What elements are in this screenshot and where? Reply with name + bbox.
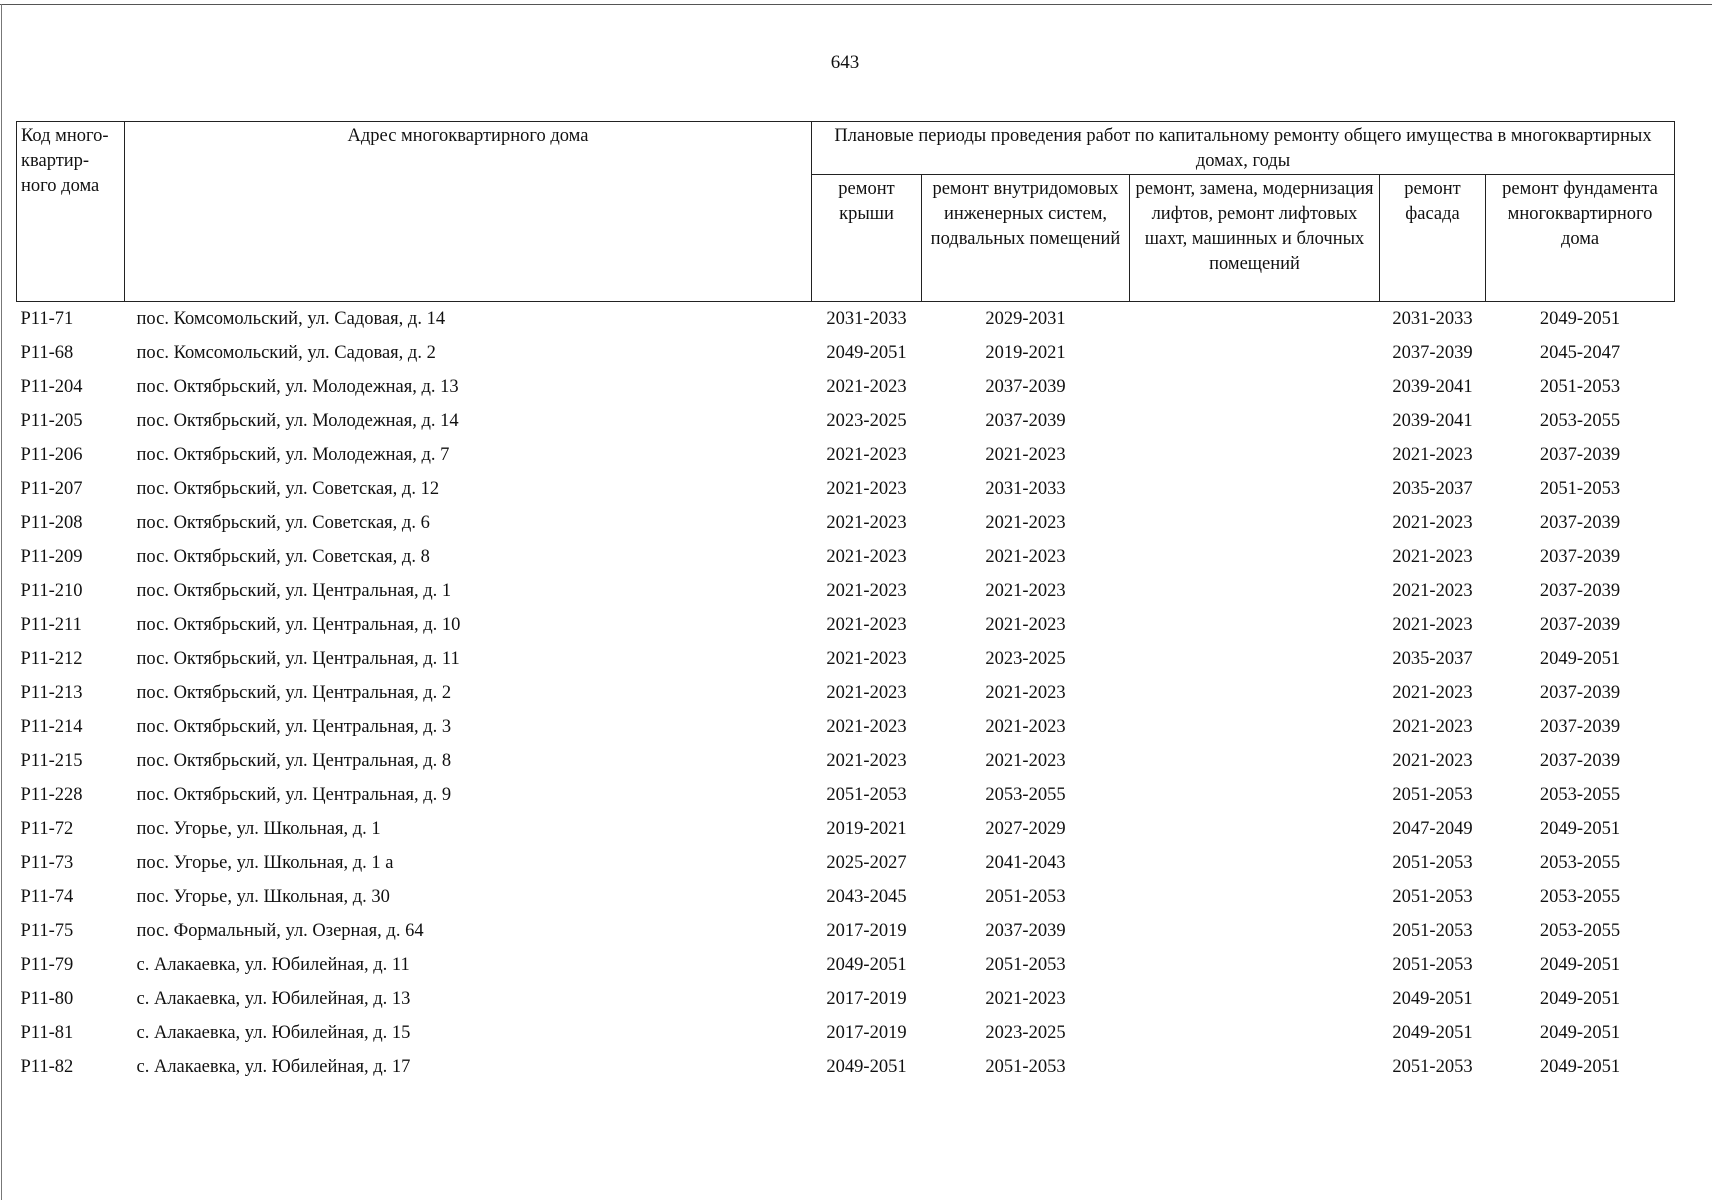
header-roof: ремонт крыши [812, 175, 922, 302]
page-number: 643 [830, 52, 860, 73]
house-code: Р11-210 [20, 581, 83, 601]
foundation-period: 2053-2055 [1539, 411, 1621, 431]
table-row [17, 914, 1675, 948]
house-code: Р11-80 [20, 989, 74, 1009]
page-top-edge [0, 4, 1712, 5]
table-row [17, 778, 1675, 812]
header-address: Адрес многоквартирного дома [125, 122, 812, 302]
house-code: Р11-205 [20, 411, 83, 431]
systems-period: 2023-2025 [985, 1023, 1066, 1043]
house-address: пос. Комсомольский, ул. Садовая, д. 2 [136, 343, 436, 363]
foundation-period: 2049-2051 [1539, 309, 1621, 329]
systems-period: 2021-2023 [985, 445, 1066, 465]
roof-period: 2017-2019 [826, 921, 907, 941]
elevators-period [1130, 710, 1380, 744]
house-code: Р11-213 [20, 683, 83, 703]
table-row [17, 846, 1675, 880]
house-code: Р11-82 [20, 1057, 74, 1077]
table-row [17, 642, 1675, 676]
house-code: Р11-75 [20, 921, 74, 941]
table-row [17, 676, 1675, 710]
systems-period: 2023-2025 [985, 649, 1066, 669]
elevators-period [1130, 506, 1380, 540]
house-code: Р11-208 [20, 513, 83, 533]
roof-period: 2043-2045 [826, 887, 907, 907]
foundation-period: 2051-2053 [1539, 479, 1621, 499]
roof-period: 2021-2023 [826, 479, 907, 499]
roof-period: 2021-2023 [826, 615, 907, 635]
house-address: пос. Октябрьский, ул. Советская, д. 8 [136, 547, 430, 567]
header-elevators: ремонт, замена, модернизация лифтов, ремонт лифтовых шахт, машинных и блочных помещений [1130, 175, 1380, 302]
house-address: с. Алакаевка, ул. Юбилейная, д. 17 [136, 1057, 411, 1077]
house-address: пос. Октябрьский, ул. Молодежная, д. 7 [136, 445, 450, 465]
elevators-period [1130, 982, 1380, 1016]
page-left-edge [1, 4, 2, 1200]
header-facade: ремонт фасада [1380, 175, 1486, 302]
foundation-period: 2053-2055 [1539, 853, 1621, 873]
facade-period: 2051-2053 [1392, 955, 1473, 975]
foundation-period: 2049-2051 [1539, 989, 1621, 1009]
facade-period: 2051-2053 [1392, 887, 1473, 907]
roof-period: 2049-2051 [826, 955, 907, 975]
house-address: пос. Комсомольский, ул. Садовая, д. 14 [136, 309, 446, 329]
table-row [17, 336, 1675, 370]
systems-period: 2031-2033 [985, 479, 1066, 499]
table-row [17, 302, 1675, 337]
roof-period: 2023-2025 [826, 411, 907, 431]
house-code: Р11-207 [20, 479, 83, 499]
elevators-period [1130, 574, 1380, 608]
systems-period: 2021-2023 [985, 989, 1066, 1009]
house-address: пос. Угорье, ул. Школьная, д. 30 [136, 887, 390, 907]
house-address: пос. Октябрьский, ул. Центральная, д. 2 [136, 683, 452, 703]
roof-period: 2021-2023 [826, 377, 907, 397]
house-address: пос. Октябрьский, ул. Советская, д. 12 [136, 479, 440, 499]
facade-period: 2047-2049 [1392, 819, 1473, 839]
systems-period: 2051-2053 [985, 887, 1066, 907]
house-address: с. Алакаевка, ул. Юбилейная, д. 15 [136, 1023, 411, 1043]
house-code: Р11-73 [20, 853, 74, 873]
elevators-period [1130, 914, 1380, 948]
systems-period: 2021-2023 [985, 581, 1066, 601]
foundation-period: 2051-2053 [1539, 377, 1621, 397]
elevators-period [1130, 1050, 1380, 1084]
roof-period: 2025-2027 [826, 853, 907, 873]
header-periods: Плановые периоды проведения работ по капитальному ремонту общего имущества в многоквартирных домах, годы [812, 122, 1675, 175]
roof-period: 2021-2023 [826, 683, 907, 703]
house-code: Р11-204 [20, 377, 83, 397]
roof-period: 2021-2023 [826, 445, 907, 465]
elevators-period [1130, 540, 1380, 574]
roof-period: 2049-2051 [826, 343, 907, 363]
systems-period: 2021-2023 [985, 717, 1066, 737]
house-address: пос. Октябрьский, ул. Центральная, д. 1 [136, 581, 452, 601]
roof-period: 2019-2021 [826, 819, 907, 839]
roof-period: 2021-2023 [826, 581, 907, 601]
facade-period: 2021-2023 [1392, 683, 1473, 703]
systems-period: 2051-2053 [985, 1057, 1066, 1077]
house-code: Р11-206 [20, 445, 83, 465]
elevators-period [1130, 404, 1380, 438]
foundation-period: 2049-2051 [1539, 1057, 1621, 1077]
facade-period: 2021-2023 [1392, 615, 1473, 635]
systems-period: 2037-2039 [985, 377, 1066, 397]
house-code: Р11-214 [20, 717, 83, 737]
table-row [17, 982, 1675, 1016]
roof-period: 2017-2019 [826, 989, 907, 1009]
roof-period: 2021-2023 [826, 717, 907, 737]
systems-period: 2027-2029 [985, 819, 1066, 839]
house-address: пос. Октябрьский, ул. Центральная, д. 8 [136, 751, 452, 771]
foundation-period: 2049-2051 [1539, 649, 1621, 669]
foundation-period: 2053-2055 [1539, 887, 1621, 907]
foundation-period: 2037-2039 [1539, 615, 1621, 635]
table-row [17, 880, 1675, 914]
house-address: с. Алакаевка, ул. Юбилейная, д. 11 [136, 955, 410, 975]
facade-period: 2049-2051 [1392, 989, 1473, 1009]
facade-period: 2051-2053 [1392, 921, 1473, 941]
house-address: пос. Угорье, ул. Школьная, д. 1 [136, 819, 381, 839]
table-row [17, 472, 1675, 506]
foundation-period: 2053-2055 [1539, 785, 1621, 805]
facade-period: 2039-2041 [1392, 411, 1473, 431]
elevators-period [1130, 642, 1380, 676]
house-address: пос. Октябрьский, ул. Советская, д. 6 [136, 513, 430, 533]
house-address: пос. Октябрьский, ул. Центральная, д. 3 [136, 717, 452, 737]
foundation-period: 2037-2039 [1539, 751, 1621, 771]
facade-period: 2037-2039 [1392, 343, 1473, 363]
header-systems: ремонт внутридомовых инженерных систем, подвальных помещений [922, 175, 1130, 302]
table-row [17, 744, 1675, 778]
elevators-period [1130, 302, 1380, 337]
foundation-period: 2045-2047 [1539, 343, 1621, 363]
table-row [17, 370, 1675, 404]
house-code: Р11-228 [20, 785, 83, 805]
systems-period: 2021-2023 [985, 513, 1066, 533]
roof-period: 2049-2051 [826, 1057, 907, 1077]
table-row [17, 506, 1675, 540]
table-row [17, 404, 1675, 438]
table-row [17, 1050, 1675, 1084]
roof-period: 2051-2053 [826, 785, 907, 805]
facade-period: 2021-2023 [1392, 547, 1473, 567]
systems-period: 2037-2039 [985, 411, 1066, 431]
foundation-period: 2037-2039 [1539, 547, 1621, 567]
elevators-period [1130, 608, 1380, 642]
facade-period: 2021-2023 [1392, 513, 1473, 533]
facade-period: 2035-2037 [1392, 649, 1473, 669]
facade-period: 2051-2053 [1392, 853, 1473, 873]
table-row [17, 948, 1675, 982]
facade-period: 2051-2053 [1392, 785, 1473, 805]
systems-period: 2029-2031 [985, 309, 1066, 329]
systems-period: 2037-2039 [985, 921, 1066, 941]
systems-period: 2041-2043 [985, 853, 1066, 873]
facade-period: 2021-2023 [1392, 751, 1473, 771]
elevators-period [1130, 948, 1380, 982]
table-row [17, 438, 1675, 472]
foundation-period: 2037-2039 [1539, 445, 1621, 465]
elevators-period [1130, 880, 1380, 914]
table-row [17, 608, 1675, 642]
house-code: Р11-215 [20, 751, 83, 771]
roof-period: 2021-2023 [826, 649, 907, 669]
foundation-period: 2037-2039 [1539, 683, 1621, 703]
elevators-period [1130, 472, 1380, 506]
systems-period: 2019-2021 [985, 343, 1066, 363]
elevators-period [1130, 676, 1380, 710]
elevators-period [1130, 744, 1380, 778]
house-code: Р11-68 [20, 343, 74, 363]
facade-period: 2049-2051 [1392, 1023, 1473, 1043]
elevators-period [1130, 438, 1380, 472]
elevators-period [1130, 812, 1380, 846]
elevators-period [1130, 336, 1380, 370]
repair-schedule-table [16, 121, 1675, 1084]
table-row [17, 540, 1675, 574]
roof-period: 2021-2023 [826, 547, 907, 567]
foundation-period: 2049-2051 [1539, 955, 1621, 975]
house-code: Р11-81 [20, 1023, 74, 1043]
table-row [17, 574, 1675, 608]
table-row [17, 710, 1675, 744]
house-address: пос. Октябрьский, ул. Центральная, д. 11 [136, 649, 460, 669]
foundation-period: 2037-2039 [1539, 717, 1621, 737]
facade-period: 2021-2023 [1392, 445, 1473, 465]
facade-period: 2039-2041 [1392, 377, 1473, 397]
systems-period: 2021-2023 [985, 615, 1066, 635]
facade-period: 2035-2037 [1392, 479, 1473, 499]
systems-period: 2021-2023 [985, 683, 1066, 703]
house-address: с. Алакаевка, ул. Юбилейная, д. 13 [136, 989, 411, 1009]
foundation-period: 2049-2051 [1539, 1023, 1621, 1043]
roof-period: 2031-2033 [826, 309, 907, 329]
systems-period: 2021-2023 [985, 547, 1066, 567]
house-code: Р11-72 [20, 819, 74, 839]
foundation-period: 2053-2055 [1539, 921, 1621, 941]
facade-period: 2021-2023 [1392, 581, 1473, 601]
foundation-period: 2037-2039 [1539, 581, 1621, 601]
facade-period: 2031-2033 [1392, 309, 1473, 329]
table-row [17, 812, 1675, 846]
elevators-period [1130, 846, 1380, 880]
elevators-period [1130, 1016, 1380, 1050]
house-address: пос. Октябрьский, ул. Центральная, д. 9 [136, 785, 452, 805]
facade-period: 2021-2023 [1392, 717, 1473, 737]
house-address: пос. Формальный, ул. Озерная, д. 64 [136, 921, 424, 941]
roof-period: 2017-2019 [826, 1023, 907, 1043]
header-code: Код много-квартир-ного дома [17, 122, 125, 302]
systems-period: 2053-2055 [985, 785, 1066, 805]
elevators-period [1130, 778, 1380, 812]
roof-period: 2021-2023 [826, 513, 907, 533]
systems-period: 2051-2053 [985, 955, 1066, 975]
house-code: Р11-71 [20, 309, 74, 329]
house-code: Р11-74 [20, 887, 74, 907]
house-code: Р11-209 [20, 547, 83, 567]
header-foundation: ремонт фундамента многоквартирного дома [1486, 175, 1675, 302]
elevators-period [1130, 370, 1380, 404]
house-address: пос. Октябрьский, ул. Молодежная, д. 14 [136, 411, 459, 431]
house-code: Р11-212 [20, 649, 83, 669]
table-row [17, 1016, 1675, 1050]
house-code: Р11-211 [20, 615, 82, 635]
systems-period: 2021-2023 [985, 751, 1066, 771]
foundation-period: 2049-2051 [1539, 819, 1621, 839]
house-address: пос. Октябрьский, ул. Центральная, д. 10 [136, 615, 461, 635]
house-address: пос. Угорье, ул. Школьная, д. 1 а [136, 853, 394, 873]
house-address: пос. Октябрьский, ул. Молодежная, д. 13 [136, 377, 459, 397]
house-code: Р11-79 [20, 955, 74, 975]
foundation-period: 2037-2039 [1539, 513, 1621, 533]
roof-period: 2021-2023 [826, 751, 907, 771]
facade-period: 2051-2053 [1392, 1057, 1473, 1077]
